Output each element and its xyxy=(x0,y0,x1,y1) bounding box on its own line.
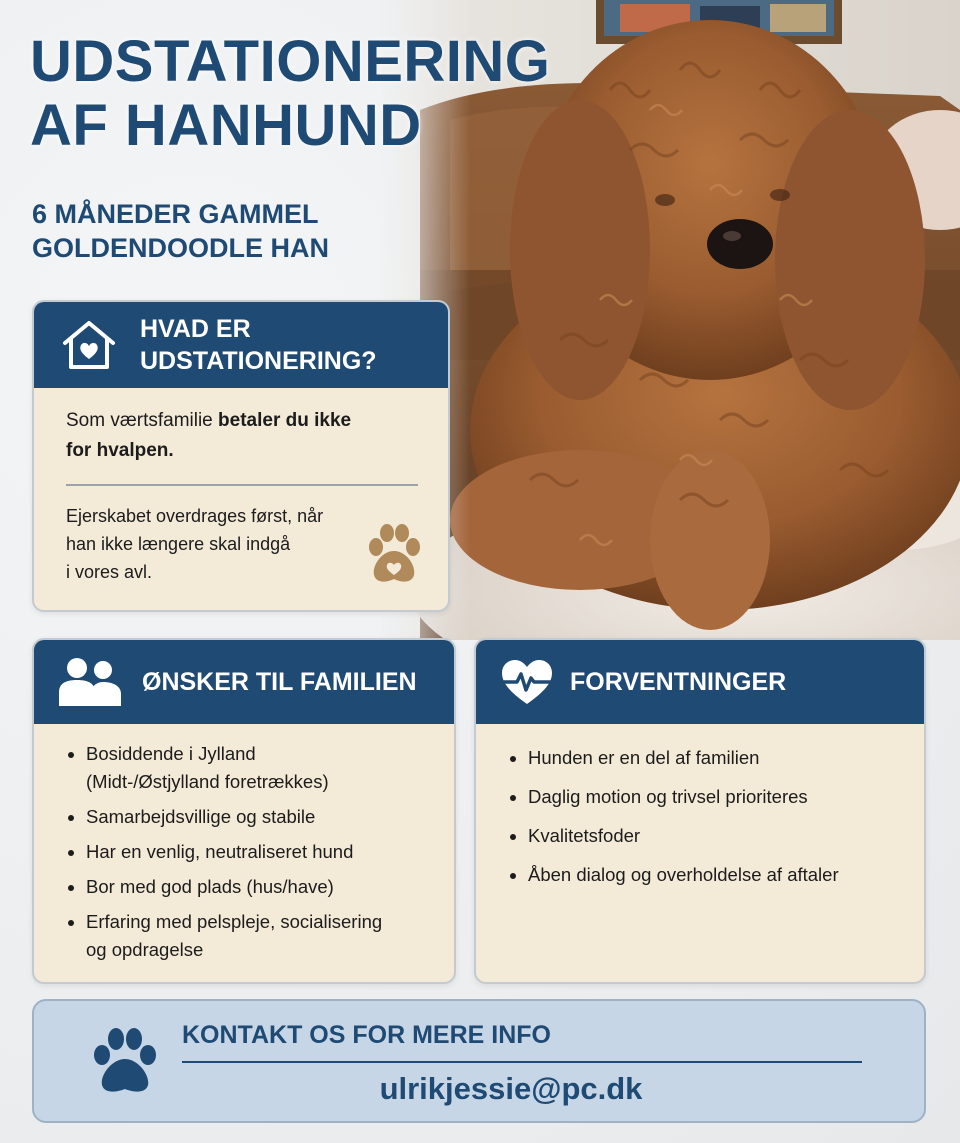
list-item xyxy=(64,740,428,796)
wish-2: Samarbejdsvillige og stabile xyxy=(86,806,316,827)
what-is-body xyxy=(34,388,448,586)
title-line-2: AF HANHUND xyxy=(30,93,422,158)
people-icon xyxy=(56,656,124,708)
list-item xyxy=(506,744,898,772)
note-line-2: han ikke længere skal indgå xyxy=(66,533,291,554)
wish-5-line-1: Erfaring med pelspleje, socialisering xyxy=(86,911,383,932)
list-item xyxy=(64,838,428,866)
page-title xyxy=(30,30,550,158)
what-is-title xyxy=(140,313,377,377)
list-item xyxy=(506,822,898,850)
contact-divider xyxy=(182,1061,862,1063)
list-item xyxy=(64,803,428,831)
wish-3: Har en venlig, neutraliseret hund xyxy=(86,841,354,862)
expectation-3: Kvalitetsfoder xyxy=(528,825,641,846)
contact-email-link[interactable]: ulrikjessie@pc.dk xyxy=(379,1071,643,1106)
subtitle-line-2: GOLDENDOODLE HAN xyxy=(32,233,329,263)
what-is-card-header xyxy=(34,302,448,388)
contact-title: KONTAKT OS FOR MERE INFO xyxy=(182,1021,551,1049)
subtitle-line-1: 6 MÅNEDER GAMMEL xyxy=(32,199,319,229)
family-wishes-list xyxy=(34,724,454,964)
title-line-1: UDSTATIONERING xyxy=(30,29,551,94)
divider xyxy=(66,484,418,486)
family-wishes-header xyxy=(34,640,454,724)
list-item xyxy=(64,873,428,901)
ownership-note xyxy=(66,502,366,586)
expectations-list xyxy=(476,724,924,889)
wish-4: Bor med god plads (hus/have) xyxy=(86,876,334,897)
wish-1-line-2: (Midt-/Østjylland foretrækkes) xyxy=(86,771,329,792)
expectation-1: Hunden er en del af familien xyxy=(528,747,760,768)
paw-heart-icon xyxy=(362,521,426,594)
lead-bold-1: betaler du ikke xyxy=(218,410,352,431)
expectations-title: FORVENTNINGER xyxy=(570,668,787,696)
lead-bold-2: for hvalpen. xyxy=(66,440,174,461)
what-is-title-line-2: UDSTATIONERING? xyxy=(140,347,377,375)
page-subtitle xyxy=(32,197,329,265)
expectation-2: Daglig motion og trivsel prioriteres xyxy=(528,786,808,807)
note-line-1: Ejerskabet overdrages først, når xyxy=(66,505,324,526)
list-item xyxy=(64,908,428,964)
note-line-3: i vores avl. xyxy=(66,561,153,582)
house-heart-icon xyxy=(56,317,122,373)
list-item xyxy=(506,783,898,811)
expectation-4: Åben dialog og overholdelse af aftaler xyxy=(528,864,839,885)
heart-pulse-icon xyxy=(500,658,554,706)
expectations-card xyxy=(474,638,926,984)
what-is-card xyxy=(32,300,450,612)
family-wishes-card xyxy=(32,638,456,984)
list-item xyxy=(506,861,898,889)
family-wishes-title: ØNSKER TIL FAMILIEN xyxy=(142,668,417,696)
contact-box xyxy=(32,999,926,1123)
wish-1-line-1: Bosiddende i Jylland xyxy=(86,743,256,764)
expectations-header xyxy=(476,640,924,724)
lead-plain: Som værtsfamilie xyxy=(66,410,219,431)
what-is-lead xyxy=(66,406,416,466)
what-is-title-line-1: HVAD ER xyxy=(140,315,251,343)
wish-5-line-2: og opdragelse xyxy=(86,939,204,960)
